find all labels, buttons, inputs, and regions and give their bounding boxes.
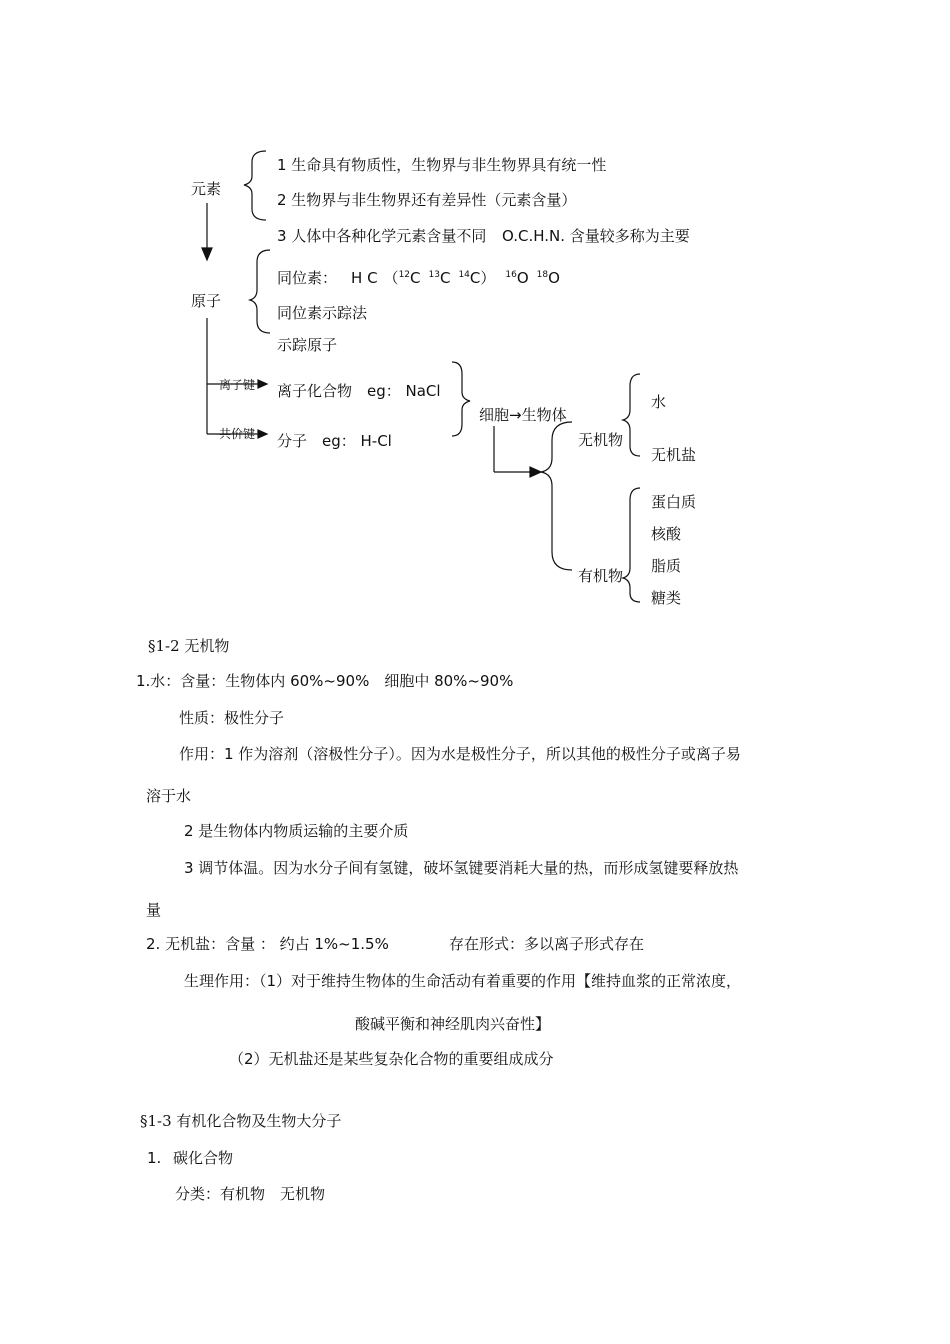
isotope-line xyxy=(277,269,560,287)
isotope-c14: C xyxy=(469,269,481,287)
water-property: 性质：极性分子 xyxy=(179,709,285,727)
compound-brace xyxy=(452,362,470,436)
inorganic-label: 无机物 xyxy=(578,431,624,449)
salt-form: 存在形式：多以离子形式存在 xyxy=(449,935,645,953)
isotope-label: 同位素： xyxy=(277,269,338,287)
ionic-bond-label: 离子键 xyxy=(219,378,256,392)
water-function-3a: 3 调节体温。因为水分子间有氢键，破坏氢键要消耗大量的热，而形成氢键要释放热 xyxy=(184,859,739,877)
covalent-branch-arrowhead xyxy=(258,430,267,438)
isotope-c13: C xyxy=(439,269,451,287)
sup-14: 14 xyxy=(458,270,470,280)
element-label: 元素 xyxy=(191,180,222,198)
sup-13: 13 xyxy=(428,270,440,280)
sup-16: 16 xyxy=(505,270,517,280)
isotope-hc: H C xyxy=(351,269,378,287)
tracer-atom: 示踪原子 xyxy=(277,336,338,354)
isotope-o18: O xyxy=(548,269,560,287)
element-brace xyxy=(244,151,266,220)
sugar-label: 糖类 xyxy=(651,589,682,607)
salt-physio-1b: 酸碱平衡和神经肌肉兴奋性】 xyxy=(355,1015,551,1033)
inorganic-brace xyxy=(623,374,640,456)
water-content-line: 1.水：含量：生物体内 60%~90% 细胞中 80%~90% xyxy=(136,672,514,690)
carbon-compound: 碳化合物 xyxy=(173,1149,234,1167)
ionic-branch-arrowhead xyxy=(258,380,267,388)
element-point-3-detail: O.C.H.N. 含量较多称为主要 xyxy=(502,227,690,245)
salt-physio-2: （2）无机盐还是某些复杂化合物的重要组成成分 xyxy=(229,1050,554,1068)
cell-right-arrowhead xyxy=(530,467,541,477)
element-point-2: 2 生物界与非生物界还有差异性（元素含量） xyxy=(277,191,577,209)
water-function-1a: 作用：1 作为溶剂（溶极性分子）。因为水是极性分子，所以其他的极性分子或离子易 xyxy=(179,745,741,763)
organic-label: 有机物 xyxy=(578,567,624,585)
isotope-c12: C xyxy=(410,269,421,287)
water-function-2: 2 是生物体内物质运输的主要介质 xyxy=(184,822,409,840)
salt-physio-1a: 生理作用：（1）对于维持生物体的生命活动有着重要的作用【维持血浆的正常浓度， xyxy=(184,972,742,990)
element-point-3: 3 人体中各种化学元素含量不同 xyxy=(277,227,487,245)
atom-label: 原子 xyxy=(191,292,222,310)
sup-18: 18 xyxy=(536,270,549,280)
isotope-trace-method: 同位素示踪法 xyxy=(277,304,368,322)
protein-label: 蛋白质 xyxy=(651,493,697,511)
carbon-classification: 分类：有机物 无机物 xyxy=(175,1185,326,1203)
element-point-1: 1 生命具有物质性，生物界与非生物界具有统一性 xyxy=(277,156,607,174)
carbon-compound-number: 1. xyxy=(147,1149,162,1167)
water-function-3b: 量 xyxy=(146,901,162,919)
isotope-paren-close: ） xyxy=(480,269,496,287)
lipid-label: 脂质 xyxy=(651,557,682,575)
molecule: 分子 eg： H-Cl xyxy=(277,432,392,450)
isotope-o16: O xyxy=(516,269,529,287)
atom-brace xyxy=(250,250,270,333)
section-1-2-heading: §1-2 无机物 xyxy=(148,637,230,655)
compound-type-brace xyxy=(541,422,572,570)
inorganic-salt-label: 无机盐 xyxy=(651,446,697,464)
section-1-3-heading: §1-3 有机化合物及生物大分子 xyxy=(140,1112,342,1130)
organic-brace xyxy=(623,488,640,602)
ionic-compound: 离子化合物 eg： NaCl xyxy=(277,382,441,400)
salt-content-line: 2. 无机盐：含量 ： 约占 1%~1.5% xyxy=(146,935,389,953)
nucleic-acid-label: 核酸 xyxy=(651,525,682,543)
water-label: 水 xyxy=(651,393,667,411)
element-to-atom-arrowhead xyxy=(202,248,212,260)
water-function-1b: 溶于水 xyxy=(146,787,192,805)
covalent-bond-label: 共价键 xyxy=(219,427,256,441)
cell-organism: 细胞→生物体 xyxy=(479,406,567,424)
isotope-paren-open: （ xyxy=(383,269,399,287)
sup-12: 12 xyxy=(398,270,411,280)
